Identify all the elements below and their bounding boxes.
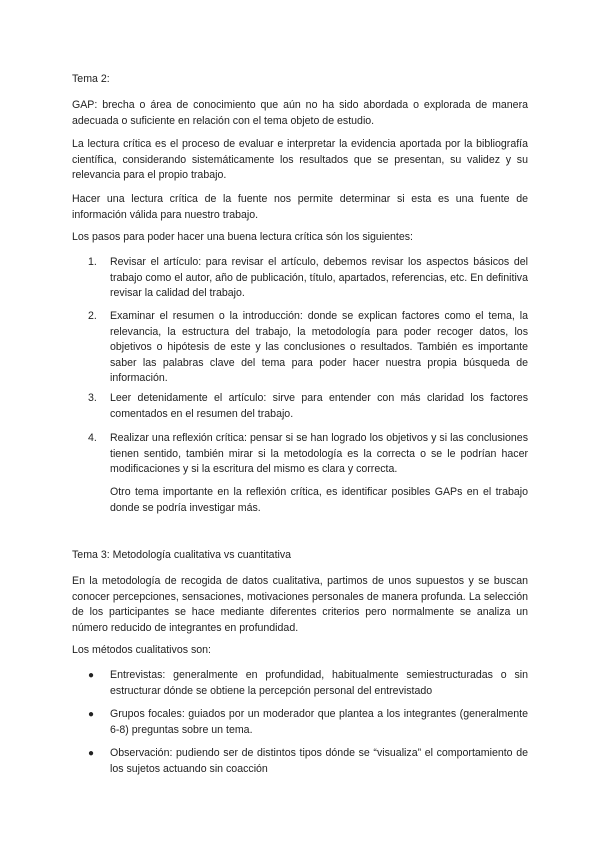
lectura-critica-paragraph: La lectura crítica es el proceso de evaluar e interpretar la evidencia aportada por la bibliografía científica, considerando sistemáticamente los resultados que se presentan, su validez y su relevancia para el propio trabajo. [72,138,528,181]
bullet-icon: ● [88,670,95,681]
pasos-intro: Los pasos para poder hacer una buena lectura crítica són los siguientes: [72,231,413,243]
bullet-icon: ● [88,748,95,759]
hacer-lectura-paragraph: Hacer una lectura crítica de la fuente nos permite determinar si esta es una fuente de información válida para nuestro trabajo. [72,193,528,221]
list-item-text: Observación: pudiendo ser de distintos tipos dónde se “visualiza” el comportamiento de los sujetos actuando sin coacción [110,747,528,775]
list-item-text: Realizar una reflexión crítica: pensar si se han logrado los objetivos y si las conclusiones tienen sentido, también mirar si la metodología es la correcta o se le podrían hacer modificaciones y si la escritura del mismo es clara y correcta. [110,432,528,475]
list-item-text: Grupos focales: guiados por un moderador que plantea a los integrantes (generalmente 6-8) preguntas sobre un tema. [110,708,528,736]
gap-definition: GAP: brecha o área de conocimiento que aún no ha sido abordada o explorada de manera adecuada o suficiente en relación con el tema objeto de estudio. [72,99,528,127]
bullet-icon: ● [88,709,95,720]
metodos-intro: Los métodos cualitativos son: [72,644,211,656]
tema3-heading: Tema 3: Metodología cualitativa vs cuantitativa [72,549,292,561]
list-item-text: Leer detenidamente el artículo: sirve para entender con más claridad los factores comentados en el resumen del trabajo. [110,392,528,420]
list-item-text: Revisar el artículo: para revisar el artículo, debemos revisar los aspectos básicos del trabajo como el autor, año de publicación, título, apartados, referencias, etc. En definitiva revisar la calidad del trabajo. [110,256,528,299]
list-item-text: Entrevistas: generalmente en profundidad, habitualmente semiestructuradas o sin estructurar dónde se obtiene la percepción personal del entrevistado [110,669,528,697]
metodologia-cualitativa-paragraph: En la metodología de recogida de datos cualitativa, partimos de unos supuestos y se buscan conocer percepciones, sensaciones, motivaciones personales de manera profunda. La selección de los participantes se hace mediante diferentes criterios pero normalmente se analiza un número reducido de integrantes en profundidad. [72,575,528,634]
list-number: 1. [88,256,97,268]
list-number: 4. [88,432,97,444]
list-number: 2. [88,310,97,322]
list-item-text: Examinar el resumen o la introducción: donde se explican factores como el tema, la relevancia, la estructura del trabajo, la metodología para poder recoger datos, los objetivos o hipótesis de este y las conclusiones o resultados. También es importante saber las palabras clave del tema para poder hacer nuestra propia búsqueda de información. [110,310,528,384]
list-number: 3. [88,392,97,404]
otro-tema-paragraph: Otro tema importante en la reflexión crítica, es identificar posibles GAPs en el trabajo donde se podría investigar más. [110,486,528,514]
tema2-heading: Tema 2: [72,73,110,85]
